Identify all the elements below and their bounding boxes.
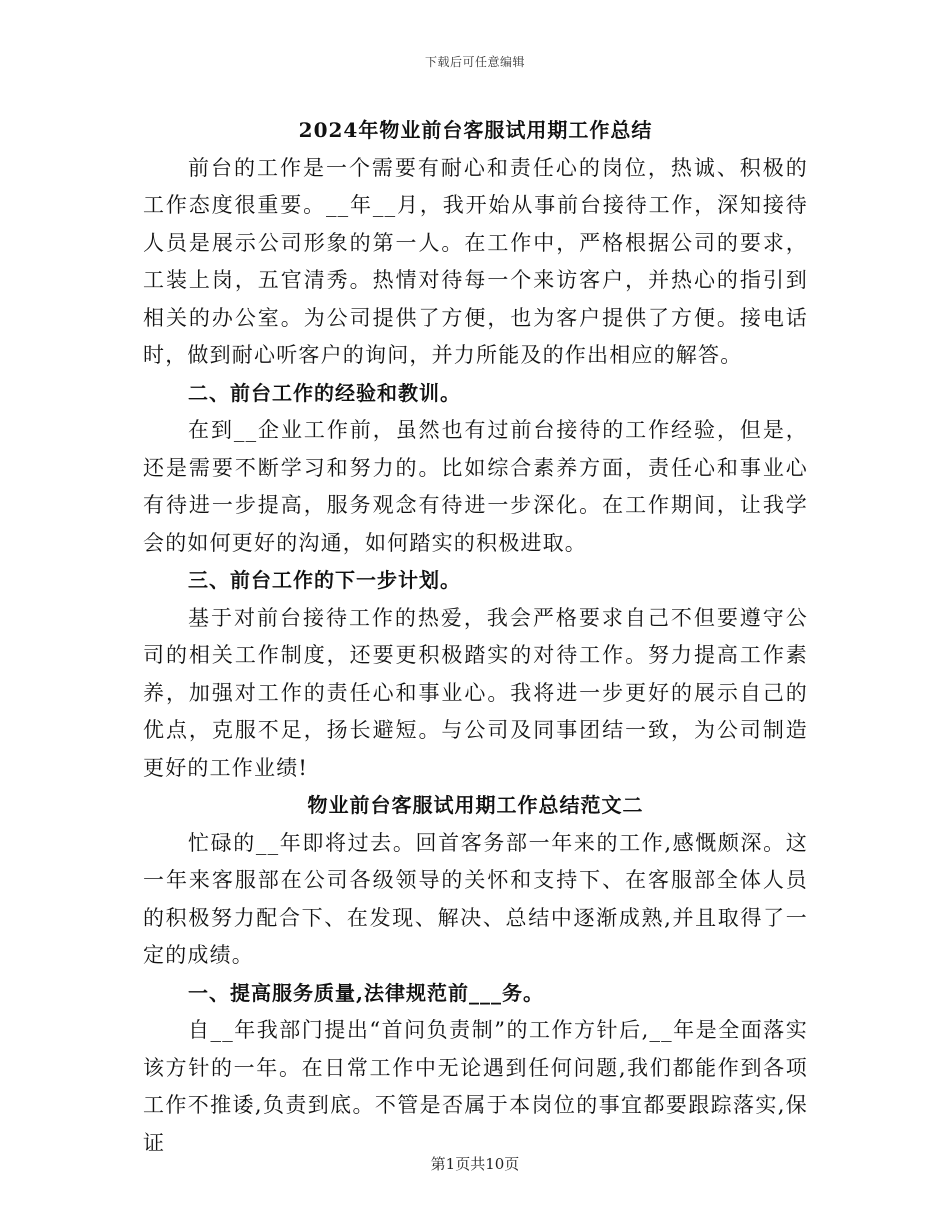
section-heading-service-quality: 一、提高服务质量,法律规范前___务。	[188, 980, 544, 1005]
paragraph-experience: 在到__企业工作前，虽然也有过前台接待的工作经验，但是，还是需要不断学习和努力的。比如综合素养方面，责任心和事业心有待进一步提高，服务观念有待进一步深化。在工作期间，让我学会的如何更好的沟通，如何踏实的积极进取。	[143, 418, 808, 555]
paragraph-service-quality: 自__年我部门提出“首问负责制”的工作方针后,__年是全面落实该方针的一年。在日常工作中无论遇到任何问题,我们都能作到各项工作不推诿,负责到底。不管是否属于本岗位的事宜都要跟踪落实,保证	[143, 1018, 808, 1155]
document-body	[143, 112, 808, 1162]
document-title: 2024年物业前台客服试用期工作总结	[298, 118, 653, 142]
paragraph-review: 忙碌的__年即将过去。回首客务部一年来的工作,感慨颇深。这一年来客服部在公司各级领导的关怀和支持下、在客服部全体人员的积极努力配合下、在发现、解决、总结中逐渐成熟,并且取得了一定的成绩。	[143, 830, 808, 967]
page-header-note: 下载后可任意编辑	[424, 55, 525, 69]
page-footer-number: 第1页共10页	[430, 1155, 520, 1173]
section-heading-plan: 三、前台工作的下一步计划。	[188, 568, 461, 592]
section-heading-experience: 二、前台工作的经验和教训。	[188, 380, 461, 405]
paragraph-intro: 前台的工作是一个需要有耐心和责任心的岗位，热诚、积极的工作态度很重要。__年__月，我开始从事前台接待工作，深知接待人员是展示公司形象的第一人。在工作中，严格根据公司的要求，工装上岗，五官清秀。热情对待每一个来访客户，并热心的指引到相关的办公室。为公司提供了方便，也为客户提供了方便。接电话时，做到耐心听客户的询问，并力所能及的作出相应的解答。	[143, 155, 808, 367]
paragraph-plan: 基于对前台接待工作的热爱，我会严格要求自己不但要遵守公司的相关工作制度，还要更积极踏实的对待工作。努力提高工作素养，加强对工作的责任心和事业心。我将进一步更好的展示自己的优点，克服不足，扬长避短。与公司及同事团结一致，为公司制造更好的工作业绩!	[143, 605, 808, 780]
document-subtitle: 物业前台客服试用期工作总结范文二	[307, 793, 644, 817]
